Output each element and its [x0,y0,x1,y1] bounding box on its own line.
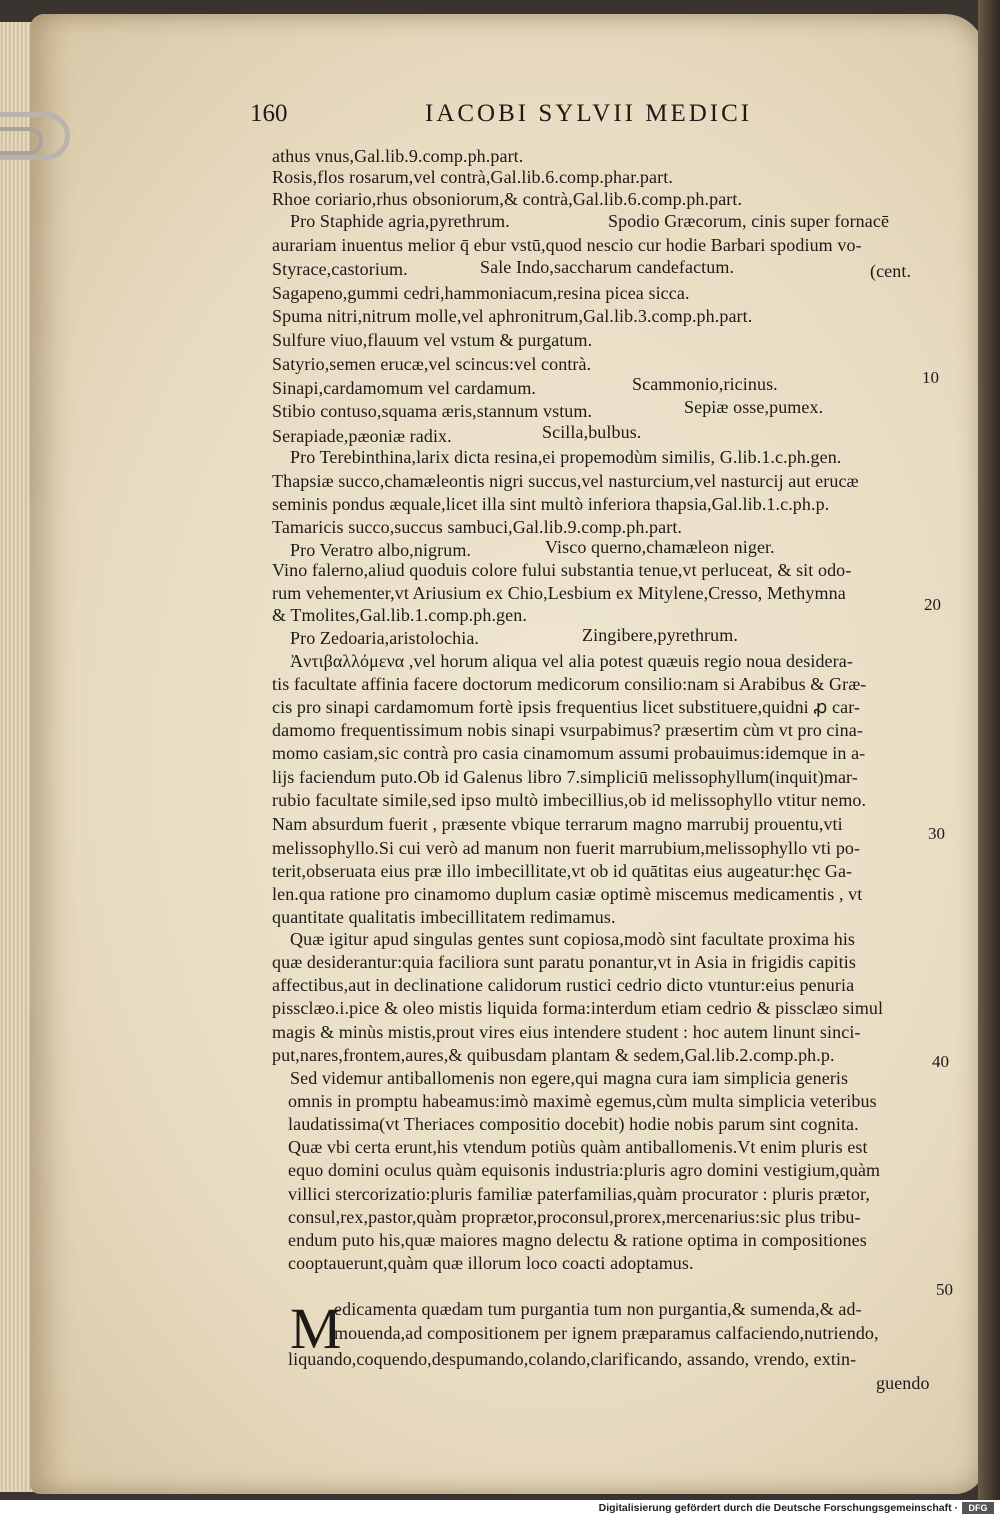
text-line: Visco querno,chamæleon niger. [545,537,775,557]
text-line: Sale Indo,saccharum candefactum. [480,257,735,277]
text-line: edicamenta quædam tum purgantia tum non purgantia,& sumenda,& ad- [334,1299,862,1319]
text-line: Sinapi,cardamomum vel cardamum. [272,378,537,398]
text-line: Satyrio,semen erucæ,vel scincus:vel contrà. [272,354,592,374]
text-line: quæ desiderantur:quia faciliora sunt paratu ponantur,vt in Asia in frigidis capitis [272,952,856,972]
text-line: aurariam inuentus melior q̄ ebur vstū,quod nescio cur hodie Barbari spodium vo- [272,235,862,255]
margin-number: 50 [936,1280,953,1299]
text-line: Quæ igitur apud singulas gentes sunt copiosa,modò sint facultate proxima his [290,929,856,949]
text-line: lijs faciendum puto.Ob id Galenus libro 7.simpliciū melissophyllum(inquit)mar- [272,767,858,787]
text-line: laudatissima(vt Theriaces compositio docebit) hodie nobis parum sint cognita. [288,1114,859,1134]
text-line: rum vehementer,vt Ariusium ex Chio,Lesbium ex Mitylene,Cresso, Methymna [272,583,846,603]
text-line: Pro Zedoaria,aristolochia. [290,628,480,648]
text-line: Serapiade,pæoniæ radix. [272,426,452,446]
text-line: Sulfure viuo,flauum vel vstum & purgatum. [272,330,593,350]
text-line: consul,rex,pastor,quàm proprætor,proconsul,prorex,mercenarius:sic plus tribu- [288,1207,861,1227]
text-line: Spuma nitri,nitrum molle,vel aphronitrum,Gal.lib.3.comp.ph.part. [272,306,753,326]
text-line: Pro Terebinthina,larix dicta resina,ei propemodùm similis, G.lib.1.c.ph.gen. [290,447,842,467]
text-line: affectibus,aut in declinatione calidorum rustici cedrio dicto vtuntur:eius penuria [272,975,855,995]
text-line: cooptauerunt,quàm quæ illorum loco coacti adoptamus. [288,1253,694,1273]
text-line: Rhoe coriario,rhus obsoniorum,& contrà,Gal.lib.6.comp.ph.part. [272,189,743,209]
text-line: Pro Veratro albo,nigrum. [290,540,472,560]
text-line: len.qua ratione pro cinamomo duplum casiæ optimè miscemus medicamentis , vt [272,884,863,904]
folio-number: 160 [250,100,288,127]
text-line: endum puto his,quæ maiores magno delectu & ratione optima in compositiones [288,1230,867,1250]
margin-number: 10 [922,368,939,387]
text-line: omnis in promptu habeamus:imò maximè egemus,cùm multa simplicia veteribus [288,1091,877,1111]
text-line: Sepiæ osse,pumex. [684,397,824,417]
drop-cap: M [290,1296,342,1361]
text-line: Pro Staphide agria,pyrethrum. [290,211,510,231]
text-line: rubio facultate simile,sed ipso multò imbecillius,ob id melissophyllo vtitur nemo. [272,790,867,810]
text-line: Nam absurdum fuerit , præsente vbique terrarum magno marrubij prouentu,vti [272,814,843,834]
text-line: Sed videmur antiballomenis non egere,qui magna cura iam simplicia generis [290,1068,849,1088]
text-line: equo domini oculus quàm equisonis industria:pluris agro domini vestigium,quàm [288,1160,881,1180]
text-line: Vino falerno,aliud quoduis colore fului substantia tenue,vt perluceat, & sit odo- [272,560,852,580]
running-head: IACOBI SYLVII MEDICI [425,100,753,127]
text-line: mouenda,ad compositionem per ignem præparamus calfaciendo,nutriendo, [334,1323,879,1343]
text-line: Zingibere,pyrethrum. [582,625,738,645]
text-line: Ἀντιβαλλόμενα ,vel horum aliqua vel alia potest quæuis regio noua desidera- [290,651,853,671]
text-line: Quæ vbi certa erunt,his vtendum potiùs quàm antiballomenis.Vt enim pluris est [288,1137,868,1157]
dfg-logo: DFG [962,1502,994,1514]
text-line: Styrace,castorium. [272,259,408,279]
text-line: cis pro sinapi cardamomum fortè ipsis frequentius licet substituere,quidni ꝓ car- [272,697,861,717]
text-line: Rosis,flos rosarum,vel contrà,Gal.lib.6.comp.phar.part. [272,167,673,187]
text-line: (cent. [870,261,912,281]
text-line: quantitate qualitatis imbecillitatem redimamus. [272,907,616,927]
text-line: damomo frequentissimum nobis sinapi vsurpabimus? præsertim cùm vt pro cina- [272,720,863,740]
text-line: Scilla,bulbus. [542,422,642,442]
digitization-credit: Digitalisierung gefördert durch die Deutsche Forschungsgemeinschaft · [598,1502,958,1514]
text-line: villici stercorizatio:pluris familiæ paterfamilias,quàm procurator : pluris prætor, [288,1184,870,1204]
text-line: seminis pondus æquale,licet illa sint multò inferiora thapsia,Gal.lib.1.c.ph.p. [272,494,830,514]
text-line: momo casiam,sic contrà pro casia cinamomum assumi probauimus:idemque in a- [272,743,866,763]
text-line: guendo [876,1373,930,1393]
text-line: Thapsiæ succo,chamæleontis nigri succus,vel nasturcium,vel nasturcij aut erucæ [272,471,859,491]
margin-number: 30 [928,824,945,843]
text-line: Stibio contuso,squama æris,stannum vstum. [272,401,593,421]
text-line: terit,obseruata eius præ illo imbecillitate,vt ob id quātitas eius augeatur:hęc Ga- [272,861,853,881]
text-line: Sagapeno,gummi cedri,hammoniacum,resina picea sicca. [272,283,690,303]
text-line: magis & minùs mistis,prout vires eius intendere student : hoc autem linunt sinci- [272,1022,861,1042]
text-line: Tamaricis succo,succus sambuci,Gal.lib.9.comp.ph.part. [272,517,683,537]
text-line: put,nares,frontem,aures,& quibusdam plantam & sedem,Gal.lib.2.comp.ph.p. [272,1045,835,1065]
margin-number: 40 [932,1052,949,1071]
text-line: melissophyllo.Si cui verò ad manum non fuerit marrubium,melissophyllo vti po- [272,838,861,858]
margin-number: 20 [924,595,941,614]
text-line: athus vnus,Gal.lib.9.comp.ph.part. [272,146,524,166]
text-line: pissclæo.i.pice & oleo mistis liquida forma:interdum etiam cedrio & pissclæo simul [272,998,884,1018]
text-line: tis facultate affinia facere doctorum medicorum consilio:nam si Arabibus & Græ- [272,674,867,694]
text-line: Spodio Græcorum, cinis super fornacē [608,211,890,231]
text-line: Scammonio,ricinus. [632,374,778,394]
text-line: & Tmolites,Gal.lib.1.comp.ph.gen. [272,605,527,625]
text-line: liquando,coquendo,despumando,colando,clarificando, assando, vrendo, extin- [288,1349,857,1369]
